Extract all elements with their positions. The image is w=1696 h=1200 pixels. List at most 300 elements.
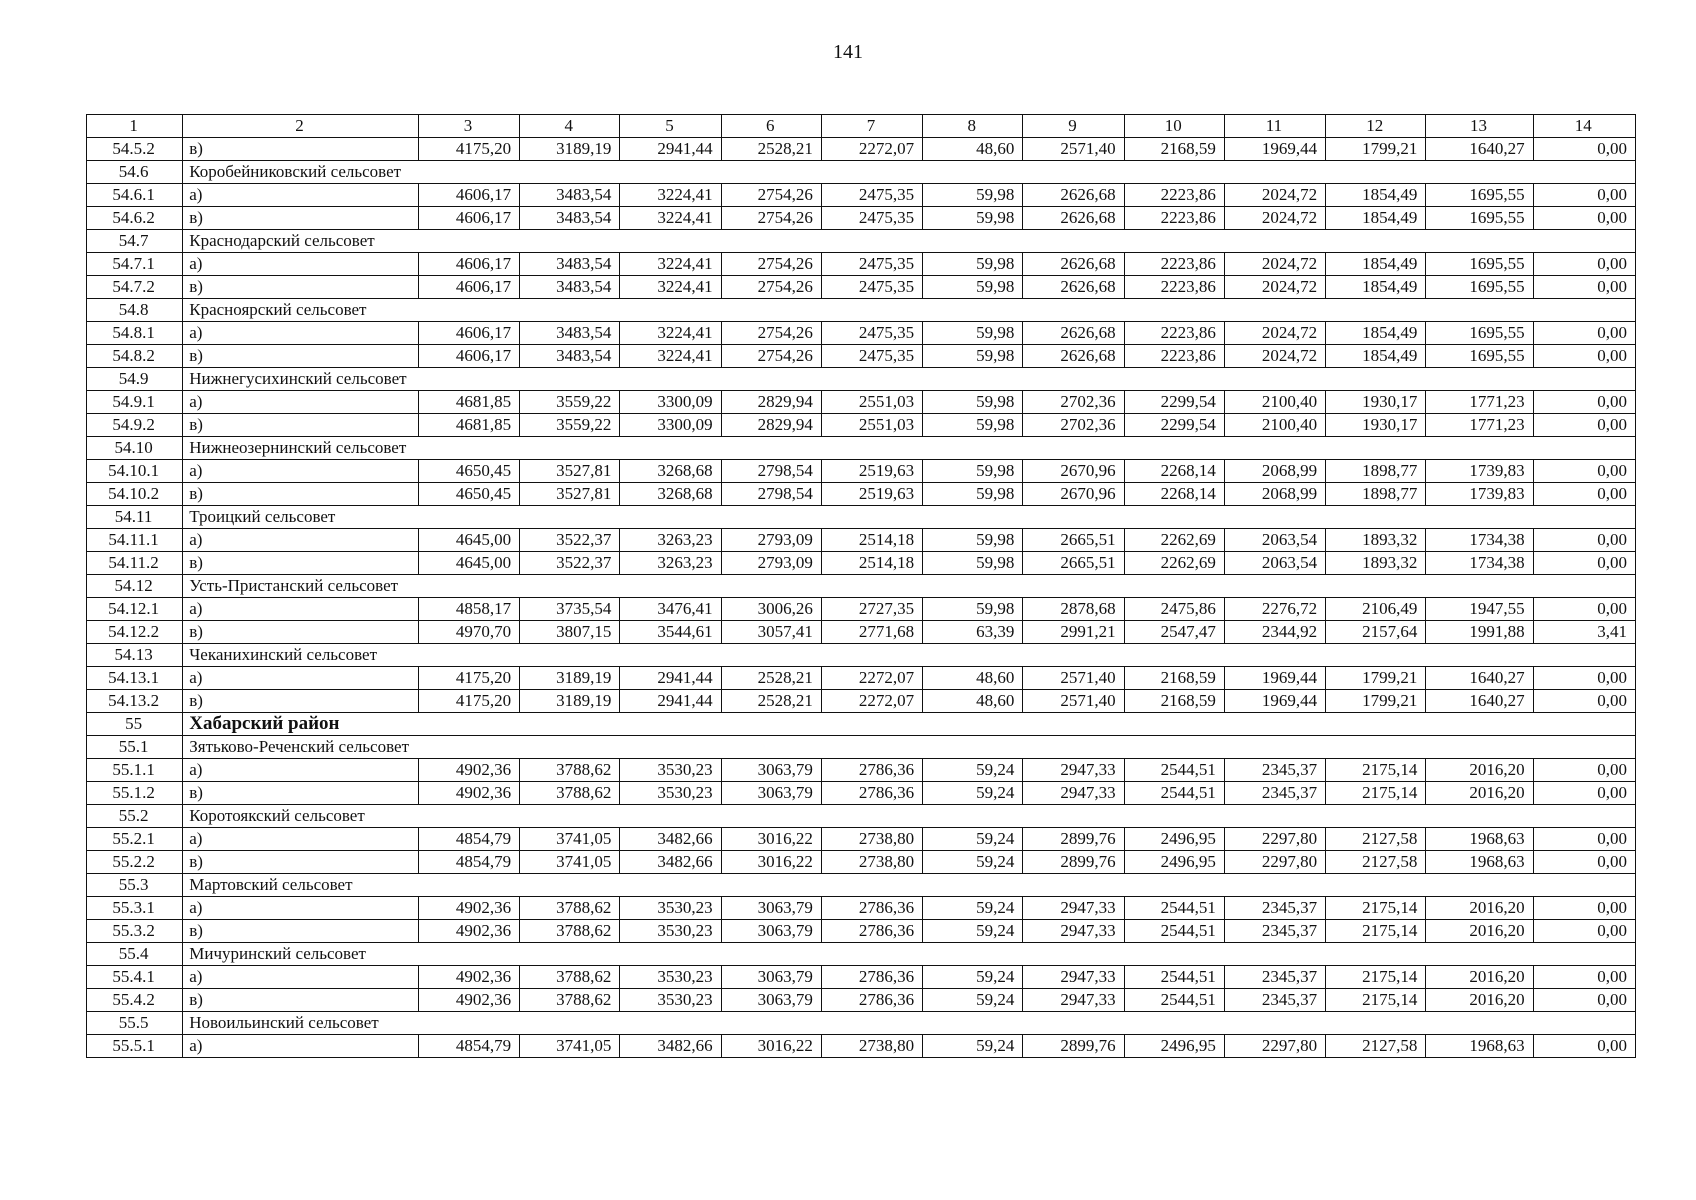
value-cell: 3788,62 — [520, 782, 620, 805]
value-cell: 2024,72 — [1224, 276, 1325, 299]
value-cell: 2514,18 — [821, 552, 922, 575]
row-label: в) — [183, 690, 419, 713]
value-cell: 3735,54 — [520, 598, 620, 621]
section-title: Мичуринский сельсовет — [183, 943, 1636, 966]
value-cell: 2475,86 — [1124, 598, 1224, 621]
section-header-row — [87, 736, 1636, 759]
row-code: 54.9.2 — [87, 414, 183, 437]
value-cell: 3544,61 — [620, 621, 721, 644]
value-cell: 2786,36 — [821, 782, 922, 805]
value-cell: 2626,68 — [1023, 276, 1124, 299]
section-title: Коробейниковский сельсовет — [183, 161, 1636, 184]
value-cell: 59,24 — [923, 966, 1023, 989]
value-cell: 2297,80 — [1224, 828, 1325, 851]
value-cell: 4902,36 — [418, 989, 519, 1012]
value-cell: 2798,54 — [721, 483, 821, 506]
value-cell: 4858,17 — [418, 598, 519, 621]
value-cell: 2024,72 — [1224, 184, 1325, 207]
value-cell: 2798,54 — [721, 460, 821, 483]
column-number-cell: 1 — [87, 115, 183, 138]
value-cell: 1734,38 — [1426, 552, 1533, 575]
value-cell: 2276,72 — [1224, 598, 1325, 621]
value-cell: 2272,07 — [821, 690, 922, 713]
row-code: 54.8.1 — [87, 322, 183, 345]
value-cell: 0,00 — [1533, 253, 1635, 276]
section-header-row — [87, 1012, 1636, 1035]
value-cell: 0,00 — [1533, 828, 1635, 851]
value-cell: 3224,41 — [620, 345, 721, 368]
row-code: 54.10.1 — [87, 460, 183, 483]
value-cell: 2475,35 — [821, 184, 922, 207]
value-cell: 3268,68 — [620, 460, 721, 483]
value-cell: 3189,19 — [520, 667, 620, 690]
value-cell: 3189,19 — [520, 690, 620, 713]
value-cell: 59,24 — [923, 782, 1023, 805]
value-cell: 48,60 — [923, 690, 1023, 713]
column-number-cell: 7 — [821, 115, 922, 138]
section-title: Зятьково-Реченский сельсовет — [183, 736, 1636, 759]
value-cell: 1893,32 — [1326, 529, 1426, 552]
value-cell: 2793,09 — [721, 552, 821, 575]
value-cell: 3057,41 — [721, 621, 821, 644]
value-cell: 4645,00 — [418, 552, 519, 575]
value-cell: 2786,36 — [821, 759, 922, 782]
value-cell: 4970,70 — [418, 621, 519, 644]
value-cell: 2168,59 — [1124, 138, 1224, 161]
section-header-row — [87, 575, 1636, 598]
value-cell: 3522,37 — [520, 529, 620, 552]
value-cell: 2571,40 — [1023, 690, 1124, 713]
value-cell: 2571,40 — [1023, 138, 1124, 161]
row-code: 55 — [87, 713, 183, 736]
value-cell: 3741,05 — [520, 851, 620, 874]
row-label: в) — [183, 851, 419, 874]
value-cell: 4650,45 — [418, 483, 519, 506]
table-row — [87, 552, 1636, 575]
value-cell: 4606,17 — [418, 345, 519, 368]
value-cell: 3224,41 — [620, 207, 721, 230]
value-cell: 2702,36 — [1023, 391, 1124, 414]
value-cell: 2262,69 — [1124, 529, 1224, 552]
table-row — [87, 460, 1636, 483]
table-body — [87, 115, 1636, 1058]
section-title: Краснодарский сельсовет — [183, 230, 1636, 253]
value-cell: 59,24 — [923, 1035, 1023, 1058]
table-row — [87, 184, 1636, 207]
value-cell: 3527,81 — [520, 483, 620, 506]
value-cell: 2299,54 — [1124, 391, 1224, 414]
row-label: а) — [183, 391, 419, 414]
value-cell: 2771,68 — [821, 621, 922, 644]
value-cell: 2626,68 — [1023, 345, 1124, 368]
value-cell: 2738,80 — [821, 1035, 922, 1058]
value-cell: 3741,05 — [520, 1035, 620, 1058]
value-cell: 59,24 — [923, 989, 1023, 1012]
value-cell: 2528,21 — [721, 690, 821, 713]
value-cell: 1771,23 — [1426, 414, 1533, 437]
value-cell: 3483,54 — [520, 184, 620, 207]
value-cell: 2175,14 — [1326, 966, 1426, 989]
value-cell: 2262,69 — [1124, 552, 1224, 575]
value-cell: 1695,55 — [1426, 345, 1533, 368]
value-cell: 3063,79 — [721, 989, 821, 1012]
column-number-row — [87, 115, 1636, 138]
value-cell: 3788,62 — [520, 989, 620, 1012]
value-cell: 3530,23 — [620, 759, 721, 782]
value-cell: 0,00 — [1533, 897, 1635, 920]
row-label: в) — [183, 552, 419, 575]
value-cell: 0,00 — [1533, 782, 1635, 805]
value-cell: 1739,83 — [1426, 460, 1533, 483]
value-cell: 59,98 — [923, 184, 1023, 207]
value-cell: 0,00 — [1533, 345, 1635, 368]
row-code: 54.7 — [87, 230, 183, 253]
value-cell: 1898,77 — [1326, 483, 1426, 506]
table-row — [87, 598, 1636, 621]
table-row — [87, 322, 1636, 345]
value-cell: 2829,94 — [721, 414, 821, 437]
value-cell: 2727,35 — [821, 598, 922, 621]
column-number-cell: 14 — [1533, 115, 1635, 138]
value-cell: 4902,36 — [418, 920, 519, 943]
value-cell: 2786,36 — [821, 897, 922, 920]
table-row — [87, 207, 1636, 230]
value-cell: 2268,14 — [1124, 483, 1224, 506]
table-row — [87, 782, 1636, 805]
value-cell: 2344,92 — [1224, 621, 1325, 644]
value-cell: 2016,20 — [1426, 782, 1533, 805]
value-cell: 1854,49 — [1326, 253, 1426, 276]
section-header-row — [87, 506, 1636, 529]
section-header-row — [87, 230, 1636, 253]
value-cell: 1968,63 — [1426, 851, 1533, 874]
value-cell: 4681,85 — [418, 414, 519, 437]
value-cell: 59,98 — [923, 598, 1023, 621]
value-cell: 2127,58 — [1326, 828, 1426, 851]
row-code: 54.10.2 — [87, 483, 183, 506]
row-code: 55.2.1 — [87, 828, 183, 851]
value-cell: 3189,19 — [520, 138, 620, 161]
row-label: а) — [183, 598, 419, 621]
value-cell: 2670,96 — [1023, 460, 1124, 483]
value-cell: 2947,33 — [1023, 759, 1124, 782]
value-cell: 1854,49 — [1326, 345, 1426, 368]
value-cell: 2626,68 — [1023, 253, 1124, 276]
section-header-row — [87, 805, 1636, 828]
value-cell: 3530,23 — [620, 989, 721, 1012]
value-cell: 0,00 — [1533, 851, 1635, 874]
value-cell: 2786,36 — [821, 920, 922, 943]
value-cell: 2127,58 — [1326, 851, 1426, 874]
value-cell: 3,41 — [1533, 621, 1635, 644]
value-cell: 2670,96 — [1023, 483, 1124, 506]
value-cell: 4854,79 — [418, 1035, 519, 1058]
value-cell: 4606,17 — [418, 184, 519, 207]
section-title: Нижнегусихинский сельсовет — [183, 368, 1636, 391]
value-cell: 0,00 — [1533, 322, 1635, 345]
section-header-row — [87, 368, 1636, 391]
value-cell: 2024,72 — [1224, 207, 1325, 230]
value-cell: 0,00 — [1533, 552, 1635, 575]
value-cell: 0,00 — [1533, 966, 1635, 989]
value-cell: 1799,21 — [1326, 690, 1426, 713]
value-cell: 1854,49 — [1326, 276, 1426, 299]
value-cell: 4902,36 — [418, 897, 519, 920]
value-cell: 2528,21 — [721, 667, 821, 690]
value-cell: 2786,36 — [821, 989, 922, 1012]
table-row — [87, 483, 1636, 506]
value-cell: 3530,23 — [620, 897, 721, 920]
row-code: 55.4 — [87, 943, 183, 966]
value-cell: 59,98 — [923, 391, 1023, 414]
value-cell: 1969,44 — [1224, 138, 1325, 161]
value-cell: 4606,17 — [418, 207, 519, 230]
row-code: 54.13.1 — [87, 667, 183, 690]
value-cell: 2157,64 — [1326, 621, 1426, 644]
value-cell: 2175,14 — [1326, 920, 1426, 943]
value-cell: 2544,51 — [1124, 920, 1224, 943]
value-cell: 2754,26 — [721, 322, 821, 345]
row-code: 54.11.1 — [87, 529, 183, 552]
table-row — [87, 391, 1636, 414]
value-cell: 59,24 — [923, 759, 1023, 782]
value-cell: 2571,40 — [1023, 667, 1124, 690]
value-cell: 2016,20 — [1426, 966, 1533, 989]
value-cell: 0,00 — [1533, 598, 1635, 621]
row-label: в) — [183, 920, 419, 943]
value-cell: 3224,41 — [620, 253, 721, 276]
value-cell: 2475,35 — [821, 345, 922, 368]
value-cell: 3559,22 — [520, 414, 620, 437]
value-cell: 4175,20 — [418, 138, 519, 161]
section-title: Троицкий сельсовет — [183, 506, 1636, 529]
row-code: 54.12.1 — [87, 598, 183, 621]
district-title: Хабарский район — [183, 713, 1636, 736]
value-cell: 2223,86 — [1124, 322, 1224, 345]
section-header-row — [87, 437, 1636, 460]
value-cell: 2786,36 — [821, 966, 922, 989]
value-cell: 1695,55 — [1426, 253, 1533, 276]
value-cell: 2068,99 — [1224, 460, 1325, 483]
column-number-cell: 11 — [1224, 115, 1325, 138]
value-cell: 2016,20 — [1426, 759, 1533, 782]
value-cell: 2272,07 — [821, 667, 922, 690]
value-cell: 2475,35 — [821, 207, 922, 230]
column-number-cell: 6 — [721, 115, 821, 138]
value-cell: 2626,68 — [1023, 184, 1124, 207]
section-title: Нижнеозернинский сельсовет — [183, 437, 1636, 460]
row-code: 54.6 — [87, 161, 183, 184]
value-cell: 59,98 — [923, 529, 1023, 552]
value-cell: 48,60 — [923, 138, 1023, 161]
value-cell: 1898,77 — [1326, 460, 1426, 483]
value-cell: 2024,72 — [1224, 322, 1325, 345]
value-cell: 3788,62 — [520, 920, 620, 943]
value-cell: 1734,38 — [1426, 529, 1533, 552]
value-cell: 1640,27 — [1426, 690, 1533, 713]
section-title: Красноярский сельсовет — [183, 299, 1636, 322]
value-cell: 1799,21 — [1326, 667, 1426, 690]
value-cell: 2297,80 — [1224, 1035, 1325, 1058]
row-code: 54.7.1 — [87, 253, 183, 276]
row-label: а) — [183, 828, 419, 851]
section-header-row — [87, 943, 1636, 966]
section-title: Мартовский сельсовет — [183, 874, 1636, 897]
row-code: 55.2.2 — [87, 851, 183, 874]
section-title: Чеканихинский сельсовет — [183, 644, 1636, 667]
row-code: 55.2 — [87, 805, 183, 828]
table-row — [87, 529, 1636, 552]
row-code: 54.13 — [87, 644, 183, 667]
section-header-row — [87, 299, 1636, 322]
row-code: 54.6.2 — [87, 207, 183, 230]
value-cell: 4902,36 — [418, 966, 519, 989]
value-cell: 2947,33 — [1023, 920, 1124, 943]
page-number: 141 — [833, 41, 863, 63]
value-cell: 3482,66 — [620, 828, 721, 851]
value-cell: 3063,79 — [721, 920, 821, 943]
row-label: в) — [183, 782, 419, 805]
value-cell: 3476,41 — [620, 598, 721, 621]
value-cell: 3300,09 — [620, 414, 721, 437]
value-cell: 3016,22 — [721, 1035, 821, 1058]
value-cell: 2175,14 — [1326, 759, 1426, 782]
value-cell: 0,00 — [1533, 391, 1635, 414]
table-row — [87, 1035, 1636, 1058]
value-cell: 2024,72 — [1224, 345, 1325, 368]
district-header-row — [87, 713, 1636, 736]
value-cell: 2899,76 — [1023, 828, 1124, 851]
value-cell: 3268,68 — [620, 483, 721, 506]
value-cell: 4606,17 — [418, 253, 519, 276]
value-cell: 4902,36 — [418, 759, 519, 782]
row-label: а) — [183, 759, 419, 782]
value-cell: 2899,76 — [1023, 1035, 1124, 1058]
value-cell: 2754,26 — [721, 184, 821, 207]
value-cell: 59,98 — [923, 207, 1023, 230]
row-label: в) — [183, 483, 419, 506]
value-cell: 3063,79 — [721, 897, 821, 920]
value-cell: 59,98 — [923, 276, 1023, 299]
value-cell: 2754,26 — [721, 276, 821, 299]
value-cell: 3482,66 — [620, 851, 721, 874]
row-label: в) — [183, 276, 419, 299]
section-header-row — [87, 874, 1636, 897]
section-title: Коротоякский сельсовет — [183, 805, 1636, 828]
value-cell: 59,98 — [923, 483, 1023, 506]
value-cell: 4681,85 — [418, 391, 519, 414]
value-cell: 1969,44 — [1224, 667, 1325, 690]
value-cell: 59,98 — [923, 460, 1023, 483]
value-cell: 3741,05 — [520, 828, 620, 851]
value-cell: 4175,20 — [418, 690, 519, 713]
value-cell: 2016,20 — [1426, 920, 1533, 943]
row-label: в) — [183, 989, 419, 1012]
value-cell: 2551,03 — [821, 414, 922, 437]
row-label: а) — [183, 460, 419, 483]
column-number-cell: 9 — [1023, 115, 1124, 138]
table-row — [87, 667, 1636, 690]
row-label: в) — [183, 138, 419, 161]
column-number-cell: 4 — [520, 115, 620, 138]
value-cell: 2626,68 — [1023, 322, 1124, 345]
row-label: а) — [183, 253, 419, 276]
value-cell: 0,00 — [1533, 138, 1635, 161]
value-cell: 2127,58 — [1326, 1035, 1426, 1058]
value-cell: 0,00 — [1533, 759, 1635, 782]
value-cell: 3807,15 — [520, 621, 620, 644]
value-cell: 2878,68 — [1023, 598, 1124, 621]
value-cell: 0,00 — [1533, 529, 1635, 552]
value-cell: 2496,95 — [1124, 851, 1224, 874]
row-code: 54.8 — [87, 299, 183, 322]
value-cell: 1695,55 — [1426, 322, 1533, 345]
value-cell: 2738,80 — [821, 828, 922, 851]
value-cell: 2544,51 — [1124, 966, 1224, 989]
value-cell: 3530,23 — [620, 966, 721, 989]
section-header-row — [87, 644, 1636, 667]
value-cell: 1947,55 — [1426, 598, 1533, 621]
value-cell: 4175,20 — [418, 667, 519, 690]
row-code: 55.5.1 — [87, 1035, 183, 1058]
value-cell: 2100,40 — [1224, 414, 1325, 437]
value-cell: 4606,17 — [418, 322, 519, 345]
value-cell: 2551,03 — [821, 391, 922, 414]
row-label: в) — [183, 345, 419, 368]
column-number-cell: 13 — [1426, 115, 1533, 138]
value-cell: 2941,44 — [620, 667, 721, 690]
table-row — [87, 759, 1636, 782]
row-label: а) — [183, 1035, 419, 1058]
value-cell: 4606,17 — [418, 276, 519, 299]
value-cell: 1799,21 — [1326, 138, 1426, 161]
value-cell: 3263,23 — [620, 529, 721, 552]
value-cell: 1968,63 — [1426, 1035, 1533, 1058]
value-cell: 59,24 — [923, 851, 1023, 874]
value-cell: 2496,95 — [1124, 1035, 1224, 1058]
value-cell: 2345,37 — [1224, 966, 1325, 989]
value-cell: 1640,27 — [1426, 138, 1533, 161]
value-cell: 2519,63 — [821, 483, 922, 506]
value-cell: 4854,79 — [418, 828, 519, 851]
value-cell: 4645,00 — [418, 529, 519, 552]
value-cell: 3483,54 — [520, 345, 620, 368]
value-cell: 2175,14 — [1326, 989, 1426, 1012]
value-cell: 2899,76 — [1023, 851, 1124, 874]
value-cell: 2991,21 — [1023, 621, 1124, 644]
value-cell: 2068,99 — [1224, 483, 1325, 506]
value-cell: 59,98 — [923, 414, 1023, 437]
value-cell: 2168,59 — [1124, 667, 1224, 690]
value-cell: 59,24 — [923, 920, 1023, 943]
column-number-cell: 12 — [1326, 115, 1426, 138]
row-label: в) — [183, 207, 419, 230]
value-cell: 0,00 — [1533, 414, 1635, 437]
value-cell: 4650,45 — [418, 460, 519, 483]
value-cell: 2947,33 — [1023, 782, 1124, 805]
value-cell: 2754,26 — [721, 345, 821, 368]
table-row — [87, 897, 1636, 920]
value-cell: 2547,47 — [1124, 621, 1224, 644]
row-code: 54.11 — [87, 506, 183, 529]
value-cell: 1854,49 — [1326, 322, 1426, 345]
row-code: 54.7.2 — [87, 276, 183, 299]
value-cell: 3527,81 — [520, 460, 620, 483]
value-cell: 2175,14 — [1326, 782, 1426, 805]
value-cell: 2519,63 — [821, 460, 922, 483]
table-row — [87, 989, 1636, 1012]
value-cell: 3063,79 — [721, 782, 821, 805]
